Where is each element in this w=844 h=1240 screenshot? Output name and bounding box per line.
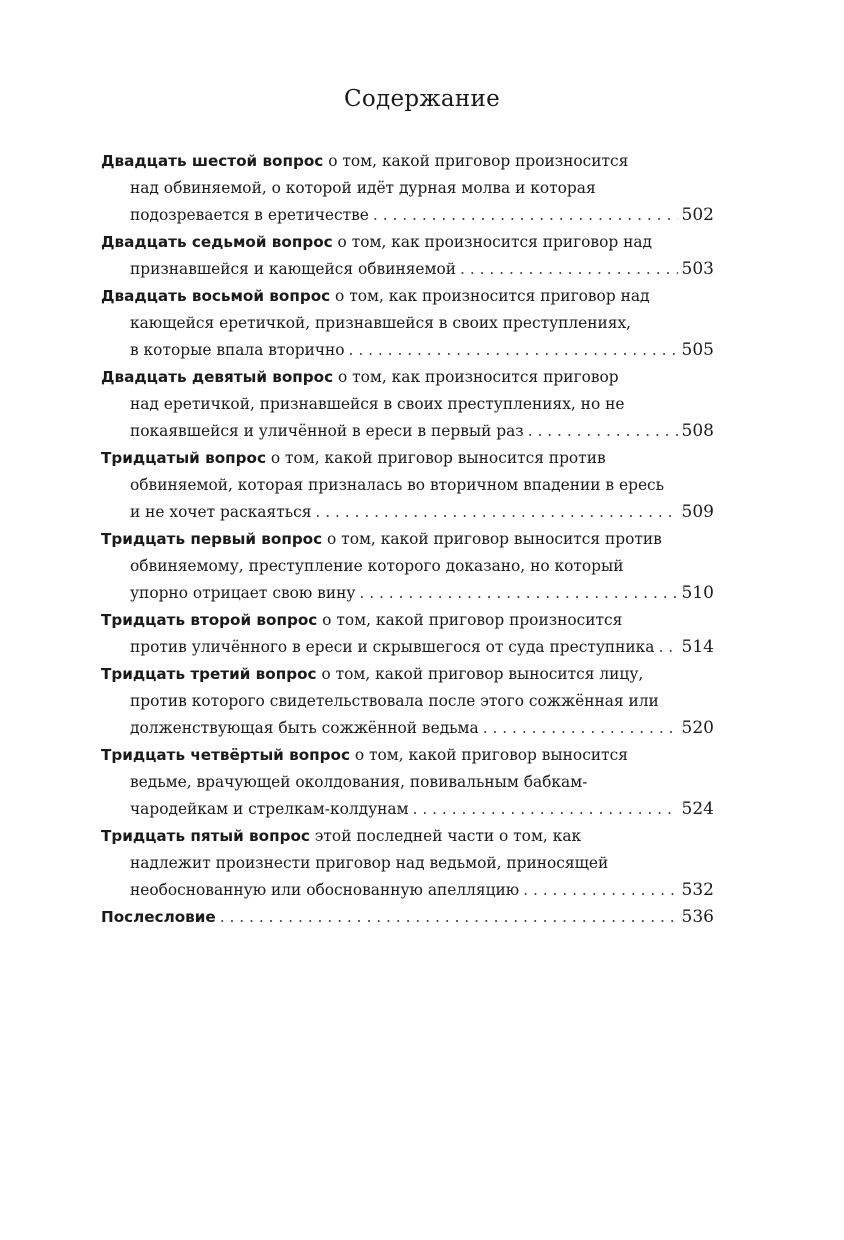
toc-entry-heading: Тридцатый вопрос [101, 449, 266, 467]
toc-line-text [130, 773, 587, 791]
toc-page-number: 532 [681, 880, 714, 900]
toc-entry-text: обвиняемому, преступление которого доказано, но который [130, 557, 624, 575]
toc-entry-text: о том, как произносится приговор над [332, 233, 652, 251]
toc-entry-text: против которого свидетельствовала после этого сожжённая или [130, 692, 659, 710]
toc-line-text [130, 557, 624, 575]
toc-entry-text: и не хочет раскаяться [130, 503, 312, 521]
dot-leader [359, 580, 677, 607]
toc-line-text [101, 530, 662, 548]
dot-leader [373, 202, 678, 229]
toc-entry-heading: Послесловие [101, 908, 216, 926]
toc-entry[interactable] [101, 904, 714, 931]
toc-line [101, 202, 714, 229]
toc-entry-text: о том, какой приговор произносится [323, 152, 629, 170]
toc-entry-text: о том, какой приговор выносится против [322, 530, 662, 548]
toc-page-number: 520 [681, 718, 714, 738]
toc-entry-text: о том, какой приговор выносится [349, 746, 628, 764]
dot-leader [658, 634, 677, 661]
toc-line [101, 445, 714, 472]
toc-line [101, 391, 714, 418]
toc-entry-text: против уличённого в ереси и скрывшегося от суда преступника [130, 638, 655, 656]
toc-entry-heading: Тридцать пятый вопрос [101, 827, 310, 845]
toc-page-number: 502 [681, 205, 714, 225]
dot-leader [523, 877, 677, 904]
toc-entry-text: этой последней части о том, как [309, 827, 582, 845]
toc-line-text [130, 854, 608, 872]
toc-line [101, 742, 714, 769]
toc-line-text [101, 746, 628, 764]
toc-entry-heading: Двадцать восьмой вопрос [101, 287, 331, 305]
toc-line [101, 580, 714, 607]
toc-entry-text: покаявшейся и уличённой в ереси в первый раз [130, 422, 524, 440]
toc-line [101, 661, 714, 688]
toc-entry-heading: Двадцать шестой вопрос [101, 152, 324, 170]
toc-page-number: 503 [681, 259, 714, 279]
toc-line-text [130, 499, 311, 526]
toc-line-text [130, 337, 345, 364]
toc-line-text [101, 611, 622, 629]
toc-line-text [101, 233, 652, 251]
toc-entry-heading: Тридцать третий вопрос [101, 665, 317, 683]
toc-entry-heading: Двадцать девятый вопрос [101, 368, 334, 386]
toc-line-text [130, 877, 519, 904]
toc-line [101, 769, 714, 796]
toc-line [101, 634, 714, 661]
toc-line-text [101, 665, 643, 683]
toc-entry-text: надлежит произнести приговор над ведьмой, приносящей [130, 854, 609, 872]
toc-line [101, 526, 714, 553]
toc-line-text [101, 152, 628, 170]
toc-entry-text: упорно отрицает свою вину [130, 584, 356, 602]
dot-leader [483, 715, 678, 742]
toc-entry-text: в которые впала вторично [130, 341, 345, 359]
table-of-contents [101, 148, 714, 931]
toc-line [101, 472, 714, 499]
toc-entry[interactable] [101, 445, 714, 526]
dot-leader [220, 904, 678, 931]
toc-line [101, 850, 714, 877]
toc-entry-text: обвиняемой, которая призналась во вторичном впадении в ересь [130, 476, 665, 494]
toc-entry[interactable] [101, 526, 714, 607]
toc-line [101, 229, 714, 256]
toc-line-text [130, 418, 524, 445]
toc-entry[interactable] [101, 823, 714, 904]
dot-leader [349, 337, 678, 364]
toc-entry-text: над еретичкой, признавшейся в своих преступлениях, но не [130, 395, 625, 413]
toc-line [101, 499, 714, 526]
dot-leader [528, 418, 678, 445]
toc-page-number: 524 [681, 799, 714, 819]
toc-line [101, 553, 714, 580]
toc-entry[interactable] [101, 148, 714, 229]
toc-line-text [130, 256, 456, 283]
toc-entry-text: необоснованную или обоснованную апелляцию [130, 881, 520, 899]
toc-line-text [130, 202, 369, 229]
toc-line [101, 364, 714, 391]
toc-entry-text: признавшейся и кающейся обвиняемой [130, 260, 457, 278]
toc-line [101, 904, 714, 931]
toc-entry-heading: Двадцать седьмой вопрос [101, 233, 333, 251]
toc-line [101, 715, 714, 742]
toc-line-text [130, 634, 654, 661]
toc-line-text [130, 314, 631, 332]
toc-entry[interactable] [101, 661, 714, 742]
toc-line [101, 175, 714, 202]
toc-entry-text: над обвиняемой, о которой идёт дурная молва и которая [130, 179, 596, 197]
toc-line-text [101, 904, 216, 931]
toc-entry[interactable] [101, 742, 714, 823]
toc-line-text [101, 287, 649, 305]
page-title: Содержание [343, 86, 501, 112]
toc-entry-heading: Тридцать первый вопрос [101, 530, 323, 548]
toc-entry-text: подозревается в еретичестве [130, 206, 369, 224]
toc-line [101, 796, 714, 823]
toc-page-number: 509 [681, 502, 714, 522]
toc-line-text [101, 368, 619, 386]
toc-page-number: 510 [681, 583, 714, 603]
toc-line [101, 418, 714, 445]
toc-entry-text: долженствующая быть сожжённой ведьма [130, 719, 479, 737]
toc-line-text [130, 692, 659, 710]
toc-entry[interactable] [101, 229, 714, 283]
toc-line [101, 823, 714, 850]
toc-line [101, 256, 714, 283]
toc-entry-text: ведьме, врачующей околдования, повивальным бабкам- [130, 773, 588, 791]
toc-entry-heading: Тридцать четвёртый вопрос [101, 746, 350, 764]
dot-leader [460, 256, 678, 283]
toc-line [101, 283, 714, 310]
toc-page-number: 508 [681, 421, 714, 441]
toc-line [101, 877, 714, 904]
dot-leader [315, 499, 677, 526]
toc-entry[interactable] [101, 364, 714, 445]
toc-page-number: 536 [681, 907, 714, 927]
toc-entry-text: о том, какой приговор выносится лицу, [316, 665, 644, 683]
toc-entry-heading: Тридцать второй вопрос [101, 611, 318, 629]
toc-line-text [101, 827, 581, 845]
toc-line-text [101, 449, 606, 467]
toc-entry-text: чародейкам и стрелкам-колдунам [130, 800, 409, 818]
toc-line-text [130, 395, 624, 413]
toc-line [101, 337, 714, 364]
toc-line [101, 607, 714, 634]
toc-entry-text: о том, как произносится приговор над [330, 287, 650, 305]
toc-entry-text: о том, как произносится приговор [333, 368, 619, 386]
toc-line-text [130, 796, 409, 823]
toc-line [101, 688, 714, 715]
toc-page-number: 505 [681, 340, 714, 360]
toc-line [101, 310, 714, 337]
toc-entry-text: о том, какой приговор произносится [317, 611, 623, 629]
toc-entry[interactable] [101, 283, 714, 364]
toc-line [101, 148, 714, 175]
toc-line-text [130, 715, 479, 742]
dot-leader [413, 796, 678, 823]
toc-entry[interactable] [101, 607, 714, 661]
toc-entry-text: кающейся еретичкой, признавшейся в своих преступлениях, [130, 314, 632, 332]
toc-line-text [130, 476, 664, 494]
toc-line-text [130, 179, 596, 197]
toc-entry-text: о том, какой приговор выносится против [265, 449, 606, 467]
toc-line-text [130, 580, 355, 607]
toc-page-number: 514 [681, 637, 714, 657]
